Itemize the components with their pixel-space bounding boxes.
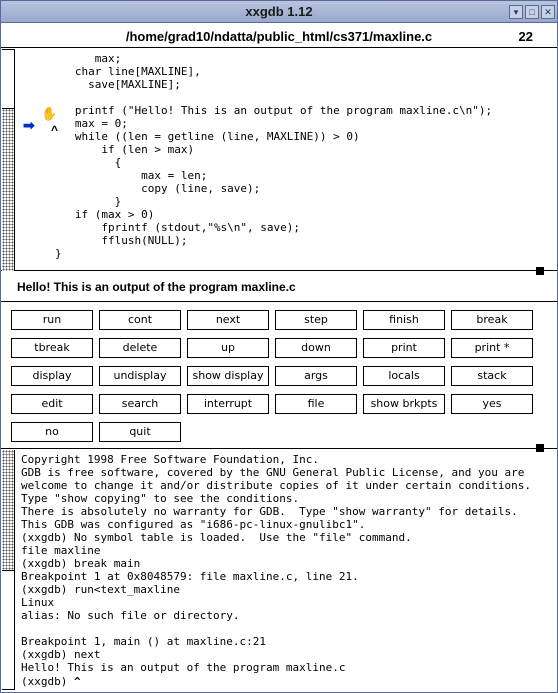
show-brkpts-button[interactable]: show brkpts [363, 394, 445, 414]
dialog-pane[interactable] [1, 450, 557, 692]
dialog-line: Linux [21, 596, 55, 609]
finish-button[interactable]: finish [363, 310, 445, 330]
break-button[interactable]: break [451, 310, 533, 330]
source-line[interactable]: } [55, 247, 62, 260]
source-line[interactable]: max = 0; [55, 117, 128, 130]
interrupt-button[interactable]: interrupt [187, 394, 269, 414]
caret-icon: ^ [51, 123, 59, 137]
yes-button[interactable]: yes [451, 394, 533, 414]
file-path-label: /home/grad10/ndatta/public_html/cs371/maxline.c [125, 29, 433, 44]
source-line[interactable]: } [55, 195, 122, 208]
search-button[interactable]: search [99, 394, 181, 414]
args-button[interactable]: args [275, 366, 357, 386]
dialog-line: Breakpoint 1 at 0x8048579: file maxline.c, line 21. [21, 570, 359, 583]
dialog-scrollbar-thumb[interactable] [2, 570, 14, 690]
command-panel [1, 303, 557, 449]
quit-button[interactable]: quit [99, 422, 181, 442]
dialog-scrollbar[interactable] [2, 450, 15, 690]
dialog-line: GDB is free software, covered by the GNU General Public License, and you are [21, 466, 525, 479]
undisplay-button[interactable]: undisplay [99, 366, 181, 386]
right-arrow-icon: ➡ [23, 117, 35, 133]
source-code[interactable] [55, 52, 492, 260]
delete-button[interactable]: delete [99, 338, 181, 358]
source-line[interactable]: save[MAXLINE]; [55, 78, 181, 91]
source-scrollbar[interactable] [2, 49, 15, 271]
step-button[interactable]: step [275, 310, 357, 330]
dialog-line: alias: No such file or directory. [21, 609, 240, 622]
print-star-button[interactable]: print * [451, 338, 533, 358]
source-line[interactable]: fflush(NULL); [55, 234, 188, 247]
title-bar[interactable] [1, 1, 557, 23]
tbreak-button[interactable]: tbreak [11, 338, 93, 358]
up-button[interactable]: up [187, 338, 269, 358]
gdb-prompt: (xxgdb) [21, 675, 74, 688]
source-line[interactable]: copy (line, save); [55, 182, 261, 195]
pane-grip[interactable] [536, 267, 544, 275]
dialog-line: Hello! This is an output of the program maxline.c [21, 661, 346, 674]
source-line[interactable]: fprintf (stdout,"%s\n", save); [55, 221, 301, 234]
file-button[interactable]: file [275, 394, 357, 414]
dialog-line: (xxgdb) break main [21, 557, 141, 570]
source-line[interactable]: { [55, 156, 122, 169]
source-line[interactable] [55, 91, 492, 104]
locals-button[interactable]: locals [363, 366, 445, 386]
source-line[interactable]: while ((len = getline (line, MAXLINE)) > 0) [55, 130, 360, 143]
print-button[interactable]: print [363, 338, 445, 358]
stop-hand-icon[interactable]: ✋ [41, 106, 58, 121]
close-icon[interactable]: ✕ [541, 5, 555, 19]
down-button[interactable]: down [275, 338, 357, 358]
display-button[interactable]: display [11, 366, 93, 386]
source-pane[interactable] [1, 49, 557, 271]
run-button[interactable]: run [11, 310, 93, 330]
source-line[interactable]: max = len; [55, 169, 208, 182]
dialog-prompt-line[interactable] [21, 675, 81, 688]
message-label: Hello! This is an output of the program maxline.c [17, 280, 296, 294]
minimize-icon[interactable]: ▾ [509, 5, 523, 19]
source-line[interactable]: if (max > 0) [55, 208, 155, 221]
window-title: xxgdb 1.12 [245, 4, 313, 19]
dialog-line [21, 622, 531, 635]
edit-button[interactable]: edit [11, 394, 93, 414]
stack-button[interactable]: stack [451, 366, 533, 386]
no-button[interactable]: no [11, 422, 93, 442]
show-display-button[interactable]: show display [187, 366, 269, 386]
dialog-output [21, 453, 531, 674]
dialog-line: (xxgdb) next [21, 648, 101, 661]
source-line[interactable]: printf ("Hello! This is an output of the program maxline.c\n"); [55, 104, 493, 117]
dialog-line: file maxline [21, 544, 101, 557]
dialog-line: (xxgdb) No symbol table is loaded. Use the "file" command. [21, 531, 412, 544]
source-line[interactable]: if (len > max) [55, 143, 195, 156]
source-scrollbar-thumb[interactable] [2, 49, 14, 109]
maximize-icon[interactable]: □ [525, 5, 539, 19]
line-number-label: 22 [518, 29, 533, 44]
dialog-line: Type "show copying" to see the conditions. [21, 492, 300, 505]
dialog-line: (xxgdb) run<text_maxline [21, 583, 180, 596]
cont-button[interactable]: cont [99, 310, 181, 330]
dialog-line: Breakpoint 1, main () at maxline.c:21 [21, 635, 267, 648]
dialog-line: Copyright 1998 Free Software Foundation, Inc. [21, 453, 320, 466]
dialog-line: welcome to change it and/or distribute copies of it under certain conditions. [21, 479, 531, 492]
source-line[interactable]: max; [55, 52, 122, 65]
next-button[interactable]: next [187, 310, 269, 330]
dialog-line: This GDB was configured as "i686-pc-linux-gnulibc1". [21, 518, 366, 531]
file-label-bar [1, 24, 557, 48]
dialog-line: There is absolutely no warranty for GDB. Type "show warranty" for details. [21, 505, 518, 518]
source-line[interactable]: char line[MAXLINE], [55, 65, 201, 78]
text-cursor: ^ [73, 675, 81, 688]
message-bar [1, 272, 557, 302]
